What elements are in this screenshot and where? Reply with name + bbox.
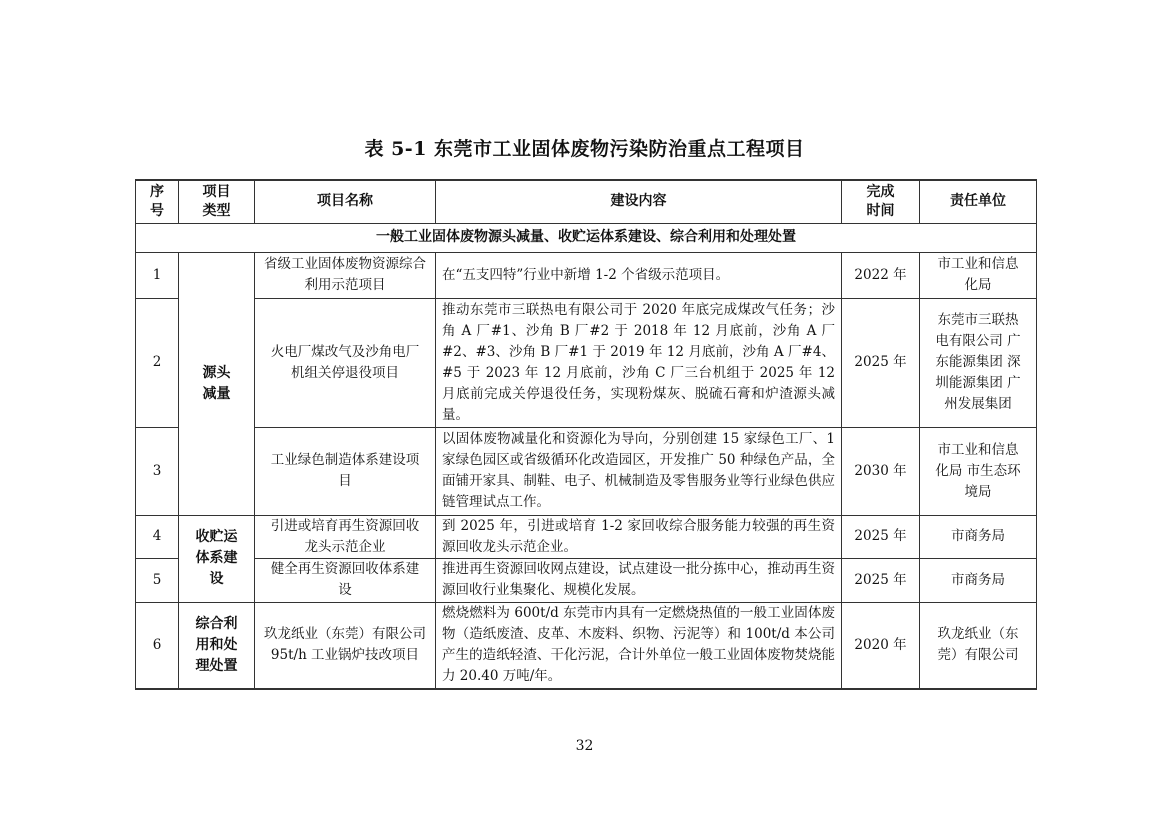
header-name: 项目名称 (255, 180, 436, 223)
table-row (136, 515, 1037, 558)
row-time: 2025 年 (842, 515, 920, 558)
header-content: 建设内容 (436, 180, 842, 223)
row-time: 2020 年 (842, 602, 920, 689)
row-unit: 市商务局 (920, 558, 1037, 602)
row-unit: 东莞市三联热电有限公司 广东能源集团 深圳能源集团 广州发展集团 (920, 298, 1037, 427)
row-content: 推进再生资源回收网点建设，试点建设一批分拣中心，推动再生资源回收行业集聚化、规模化发展。 (436, 558, 842, 602)
section-row (136, 223, 1037, 252)
row-time: 2025 年 (842, 298, 920, 427)
row-no: 5 (136, 558, 179, 602)
table-row (136, 427, 1037, 515)
row-type: 综合利用和处理处置 (179, 602, 255, 689)
row-content: 燃烧燃料为 600t/d 东莞市内具有一定燃烧热值的一般工业固体废物（造纸废渣、皮革、木废料、织物、污泥等）和 100t/d 本公司产生的造纸轻渣、干化污泥，合计外单位一般工业固体废物焚烧能力 20.40 万吨/年。 (436, 602, 842, 689)
row-name: 引进或培育再生资源回收龙头示范企业 (255, 515, 436, 558)
section-title: 一般工业固体废物源头减量、收贮运体系建设、综合利用和处理处置 (136, 223, 1037, 252)
row-no: 3 (136, 427, 179, 515)
row-type: 收贮运体系建设 (179, 515, 255, 602)
row-no: 1 (136, 252, 179, 298)
header-no: 序号 (136, 180, 179, 223)
page-number: 32 (575, 738, 594, 754)
row-no: 2 (136, 298, 179, 427)
row-unit: 玖龙纸业（东莞）有限公司 (920, 602, 1037, 689)
table-header-row (136, 180, 1037, 223)
row-time: 2030 年 (842, 427, 920, 515)
row-content: 以固体废物减量化和资源化为导向，分别创建 15 家绿色工厂、1 家绿色园区或省级循环化改造园区，开发推广 50 种绿色产品，全面铺开家具、制鞋、电子、机械制造及零售服务业等行业绿色供应链管理试点工作。 (436, 427, 842, 515)
row-name: 工业绿色制造体系建设项目 (255, 427, 436, 515)
row-time: 2025 年 (842, 558, 920, 602)
row-no: 6 (136, 602, 179, 689)
header-time: 完成时间 (842, 180, 920, 223)
table-row (136, 252, 1037, 298)
header-type: 项目类型 (179, 180, 255, 223)
row-name: 火电厂煤改气及沙角电厂机组关停退役项目 (255, 298, 436, 427)
row-no: 4 (136, 515, 179, 558)
row-name: 省级工业固体废物资源综合利用示范项目 (255, 252, 436, 298)
row-content: 到 2025 年，引进或培育 1-2 家回收综合服务能力较强的再生资源回收龙头示范企业。 (436, 515, 842, 558)
table-row (136, 558, 1037, 602)
row-name: 健全再生资源回收体系建设 (255, 558, 436, 602)
row-content: 推动东莞市三联热电有限公司于 2020 年底完成煤改气任务；沙角 A 厂#1、沙角 B 厂#2 于 2018 年 12 月底前，沙角 A 厂#2、#3、沙角 B 厂#1 于 2019 年 12 月底前，沙角 A 厂#4、#5 于 2023 年 12 月底前，沙角 C 厂三台机组于 2025 年 12 月底前完成关停退役任务，实现粉煤灰、脱硫石膏和炉渣源头减量。 (436, 298, 842, 427)
projects-table (135, 179, 1037, 690)
row-name: 玖龙纸业（东莞）有限公司 95t/h 工业锅炉技改项目 (255, 602, 436, 689)
row-type: 源头减量 (179, 252, 255, 515)
row-unit: 市商务局 (920, 515, 1037, 558)
row-unit: 市工业和信息化局 (920, 252, 1037, 298)
table-row (136, 298, 1037, 427)
header-unit: 责任单位 (920, 180, 1037, 223)
table-row (136, 602, 1037, 689)
row-unit: 市工业和信息化局 市生态环境局 (920, 427, 1037, 515)
row-time: 2022 年 (842, 252, 920, 298)
row-content: 在“五支四特”行业中新增 1-2 个省级示范项目。 (436, 252, 842, 298)
table-title: 表 5-1 东莞市工业固体废物污染防治重点工程项目 (364, 138, 805, 160)
